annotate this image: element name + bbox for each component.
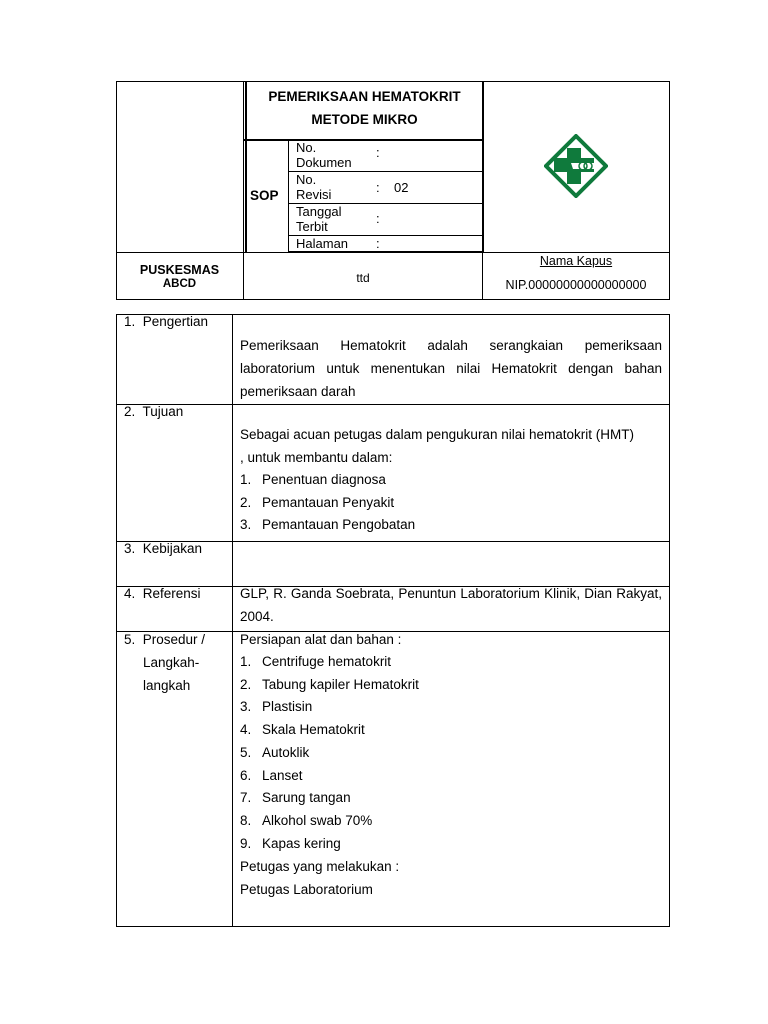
document-title-line1: PEMERIKSAAN HEMATOKRIT xyxy=(268,89,461,104)
list-item: 1. Centrifuge hematokrit xyxy=(240,654,392,669)
list-item: 6. Lanset xyxy=(240,767,303,783)
prosedur-list xyxy=(240,651,662,855)
field-label: No. Dokumen xyxy=(296,140,352,170)
list-item: 4. Skala Hematokrit xyxy=(240,722,365,738)
prosedur-staff: Petugas Laboratorium xyxy=(240,882,373,898)
section-label-pengertian: 1. Pengertian xyxy=(124,314,209,329)
section-text-pengertian: Pemeriksaan Hematokrit adalah serangkaian pemeriksaan laboratorium untuk menentukan nilai Hematokrit dengan bahan pemeriksaan darah xyxy=(240,338,662,399)
field-label: No. Revisi xyxy=(296,172,332,202)
list-item: 7. Sarung tangan xyxy=(240,790,351,806)
head-name: Nama Kapus xyxy=(539,254,613,268)
prosedur-prep-title: Persiapan alat dan bahan : xyxy=(240,632,402,647)
tujuan-list xyxy=(240,469,662,537)
list-item: 1. Penentuan diagnosa xyxy=(240,472,386,487)
prosedur-label-line2: Langkah- xyxy=(143,655,200,670)
prosedur-label-line3: langkah xyxy=(143,678,191,693)
prosedur-staff-title: Petugas yang melakukan : xyxy=(240,859,400,875)
field-label: Tanggal Terbit xyxy=(296,204,342,234)
section-label-prosedur xyxy=(124,628,205,697)
field-value: 02 xyxy=(394,180,409,195)
head-nip: NIP.00000000000000000 xyxy=(505,278,647,292)
field-no-dokumen xyxy=(296,140,482,171)
list-item: 9. Kapas kering xyxy=(240,835,341,851)
field-separator: : xyxy=(376,211,380,226)
prosedur-label-line1: 5. Prosedur / xyxy=(124,632,206,647)
list-item: 3. Pemantauan Pengobatan xyxy=(240,517,416,533)
section-label-referensi: 4. Referensi xyxy=(124,586,201,601)
list-item: 8. Alkohol swab 70% xyxy=(240,812,373,828)
section-label-tujuan: 2. Tujuan xyxy=(124,404,184,419)
org-name-line1: PUSKESMAS xyxy=(139,263,220,277)
field-no-revisi xyxy=(296,172,482,203)
tujuan-intro: Sebagai acuan petugas dalam pengukuran nilai hematokrit (HMT) , untuk membantu dalam: xyxy=(240,427,634,465)
list-item: 3. Plastisin xyxy=(240,699,313,715)
sop-label: SOP xyxy=(250,188,279,203)
list-item: 2. Pemantauan Penyakit xyxy=(240,494,395,510)
field-halaman xyxy=(296,236,482,252)
list-item: 2. Tabung kapiler Hematokrit xyxy=(240,676,419,692)
field-separator: : xyxy=(376,180,380,195)
field-label: Halaman xyxy=(296,236,349,251)
signature-text: ttd xyxy=(356,271,370,285)
section-text-referensi: GLP, R. Ganda Soebrata, Penuntun Laboratorium Klinik, Dian Rakyat, 2004. xyxy=(240,586,662,624)
document-title-line2: METODE MIKRO xyxy=(311,112,418,127)
field-separator: : xyxy=(376,236,380,251)
section-label-kebijakan: 3. Kebijakan xyxy=(124,541,203,556)
puskesmas-logo-icon xyxy=(544,134,608,198)
section-body-prosedur xyxy=(240,628,662,901)
org-name-line2: ABCD xyxy=(162,278,197,290)
field-tanggal-terbit xyxy=(296,204,482,235)
section-body-tujuan xyxy=(240,423,662,537)
list-item: 5. Autoklik xyxy=(240,744,310,760)
field-separator: : xyxy=(376,145,380,160)
